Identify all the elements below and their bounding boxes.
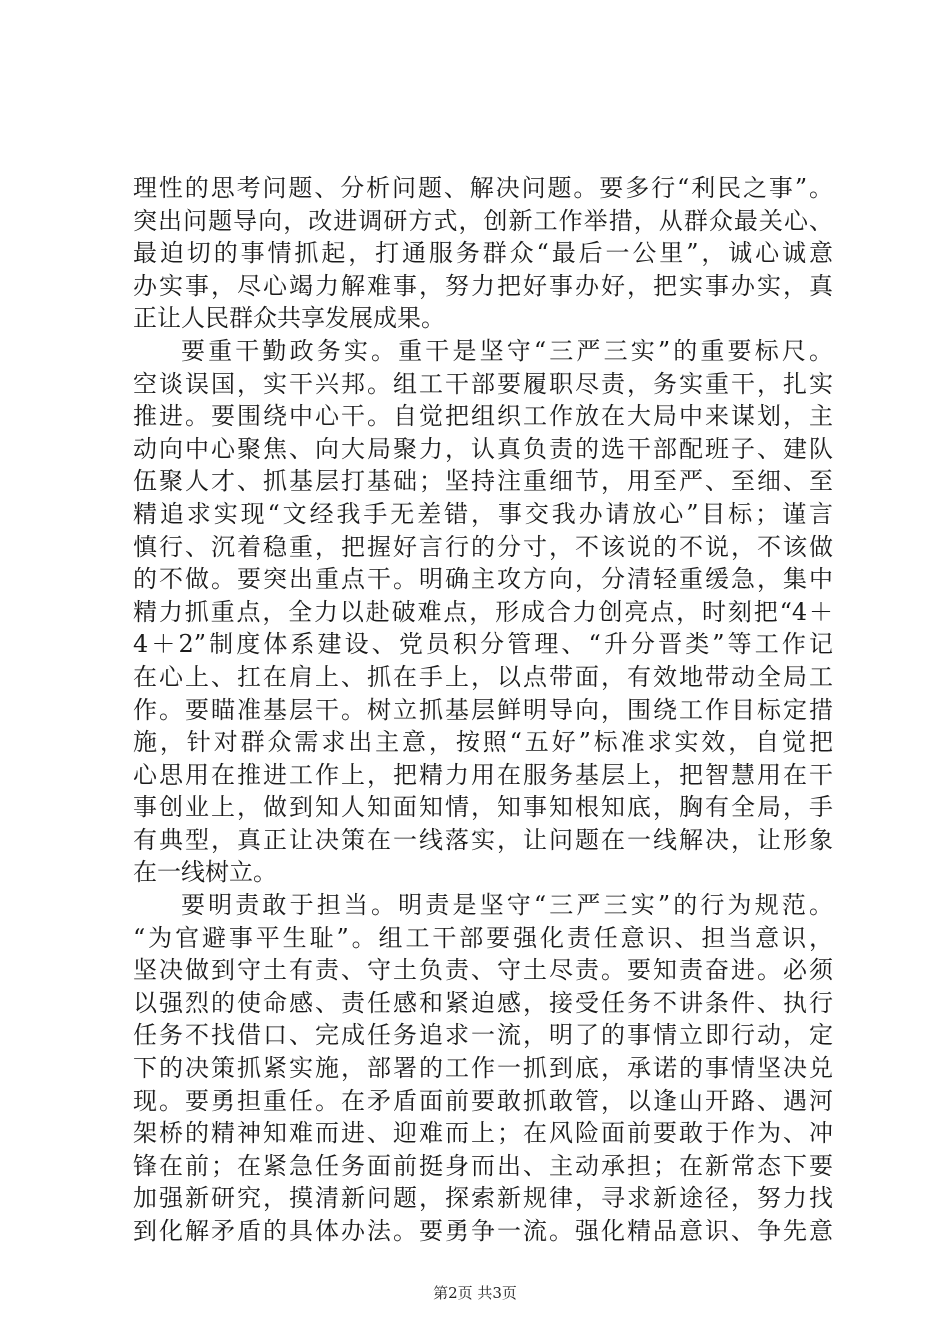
body-text [133,172,833,1248]
text-line: 架桥的精神知难而进、迎难而上；在风险面前要敢于作为、冲 [133,1119,833,1148]
text-line: 的不做。要突出重点干。明确主攻方向，分清轻重缓急，集中 [133,565,833,594]
text-line: 推进。要围绕中心干。自觉把组织工作放在大局中来谋划，主 [133,402,833,431]
text-line: 4＋2”制度体系建设、党员积分管理、“升分晋类”等工作记 [133,630,833,659]
text-line: 心思用在推进工作上，把精力用在服务基层上，把智慧用在干 [133,760,833,789]
text-line: 以强烈的使命感、责任感和紧迫感，接受任务不讲条件、执行 [133,988,833,1017]
text-line: 最迫切的事情抓起，打通服务群众“最后一公里”，诚心诚意 [133,239,833,268]
text-line: 要明责敢于担当。明责是坚守“三严三实”的行为规范。 [181,891,833,920]
text-line: 慎行、沉着稳重，把握好言行的分寸，不该说的不说，不该做 [133,532,833,561]
text-line: 要重干勤政务实。重干是坚守“三严三实”的重要标尺。 [181,336,833,365]
text-line: 突出问题导向，改进调研方式，创新工作举措，从群众最关心、 [133,206,833,235]
text-line: 伍聚人才、抓基层打基础；坚持注重细节，用至严、至细、至 [133,467,833,496]
text-line: 理性的思考问题、分析问题、解决问题。要多行“利民之事”。 [133,174,833,202]
text-line: 正让人民群众共享发展成果。 [133,304,445,333]
text-line: 加强新研究，摸清新问题，探索新规律，寻求新途径，努力找 [133,1184,833,1213]
text-line: 精追求实现“文经我手无差错，事交我办请放心”目标；谨言 [133,499,833,528]
text-line: 精力抓重点，全力以赴破难点，形成合力创亮点，时刻把“4＋ [133,597,833,626]
text-line: 动向中心聚焦、向大局聚力，认真负责的选干部配班子、建队 [133,434,833,463]
page-footer: 第2页 共3页 [433,1284,517,1302]
text-line: 空谈误国，实干兴邦。组工干部要履职尽责，务实重干，扎实 [133,369,833,398]
text-line: 作。要瞄准基层干。树立抓基层鲜明导向，围绕工作目标定措 [133,695,833,724]
text-line: 事创业上，做到知人知面知情，知事知根知底，胸有全局，手 [133,793,833,822]
text-line: 任务不找借口、完成任务追求一流，明了的事情立即行动，定 [133,1021,833,1050]
text-line: 有典型，真正让决策在一线落实，让问题在一线解决，让形象 [133,825,833,854]
text-line: 办实事，尽心竭力解难事，努力把好事办好，把实事办实，真 [133,271,833,300]
text-line: 下的决策抓紧实施，部署的工作一抓到底，承诺的事情坚决兑 [133,1054,833,1083]
text-line: 在一线树立。 [133,858,277,887]
text-line: “为官避事平生耻”。组工干部要强化责任意识、担当意识， [133,923,833,952]
text-line: 施，针对群众需求出主意，按照“五好”标准求实效，自觉把 [133,728,833,757]
text-line: 现。要勇担重任。在矛盾面前要敢抓敢管，以逢山开路、遇河 [133,1086,833,1115]
text-line: 锋在前；在紧急任务面前挺身而出、主动承担；在新常态下要 [133,1151,833,1180]
text-line: 到化解矛盾的具体办法。要勇争一流。强化精品意识、争先意 [133,1217,833,1245]
text-line: 坚决做到守土有责、守土负责、守土尽责。要知责奋进。必须 [133,956,833,985]
text-line: 在心上、扛在肩上、抓在手上，以点带面，有效地带动全局工 [133,662,833,691]
